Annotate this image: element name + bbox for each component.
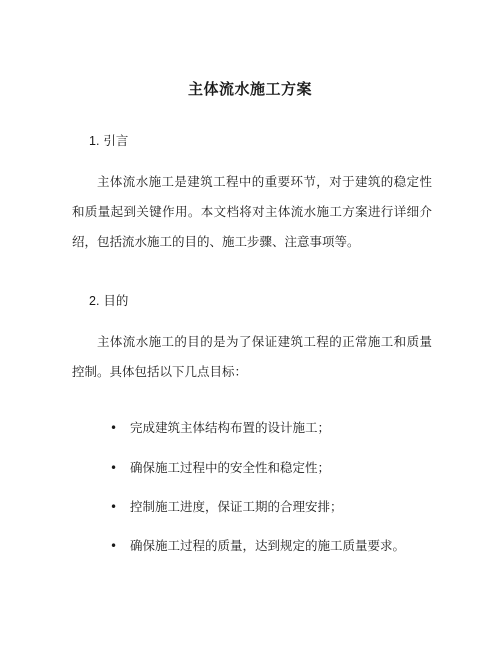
- list-item-text: 控制施工进度，保证工期的合理安排；: [130, 499, 343, 514]
- list-item: [110, 458, 330, 476]
- paragraph-intro: 主体流水施工是建筑工程中的重要环节，对于建筑的稳定性和质量起到关键作用。本文档将对主体流水施工方案进行详细介绍，包括流水施工的目的、施工步骤、注意事项等。: [72, 174, 432, 249]
- section-number: 1.: [89, 134, 100, 148]
- section-number: 2.: [89, 294, 100, 308]
- list-item: [110, 536, 405, 554]
- section-heading-text: 引言: [103, 133, 129, 148]
- list-item-text: 确保施工过程的质量，达到规定的施工质量要求。: [130, 538, 406, 553]
- list-item-text: 完成建筑主体结构布置的设计施工；: [130, 420, 331, 435]
- list-item: [110, 497, 343, 515]
- section-heading-purpose: [89, 291, 128, 309]
- bullet-dot-icon: •: [110, 421, 118, 435]
- list-item: [110, 418, 330, 436]
- list-item-text: 确保施工过程中的安全性和稳定性；: [130, 460, 331, 475]
- bullet-dot-icon: •: [110, 539, 118, 553]
- section-heading-intro: [89, 131, 128, 149]
- paragraph-purpose: 主体流水施工的目的是为了保证建筑工程的正常施工和质量控制。具体包括以下几点目标：: [72, 334, 432, 379]
- document-title: 主体流水施工方案: [187, 80, 312, 98]
- section-heading-text: 目的: [103, 293, 129, 308]
- bullet-dot-icon: •: [110, 500, 118, 514]
- bullet-dot-icon: •: [110, 461, 118, 475]
